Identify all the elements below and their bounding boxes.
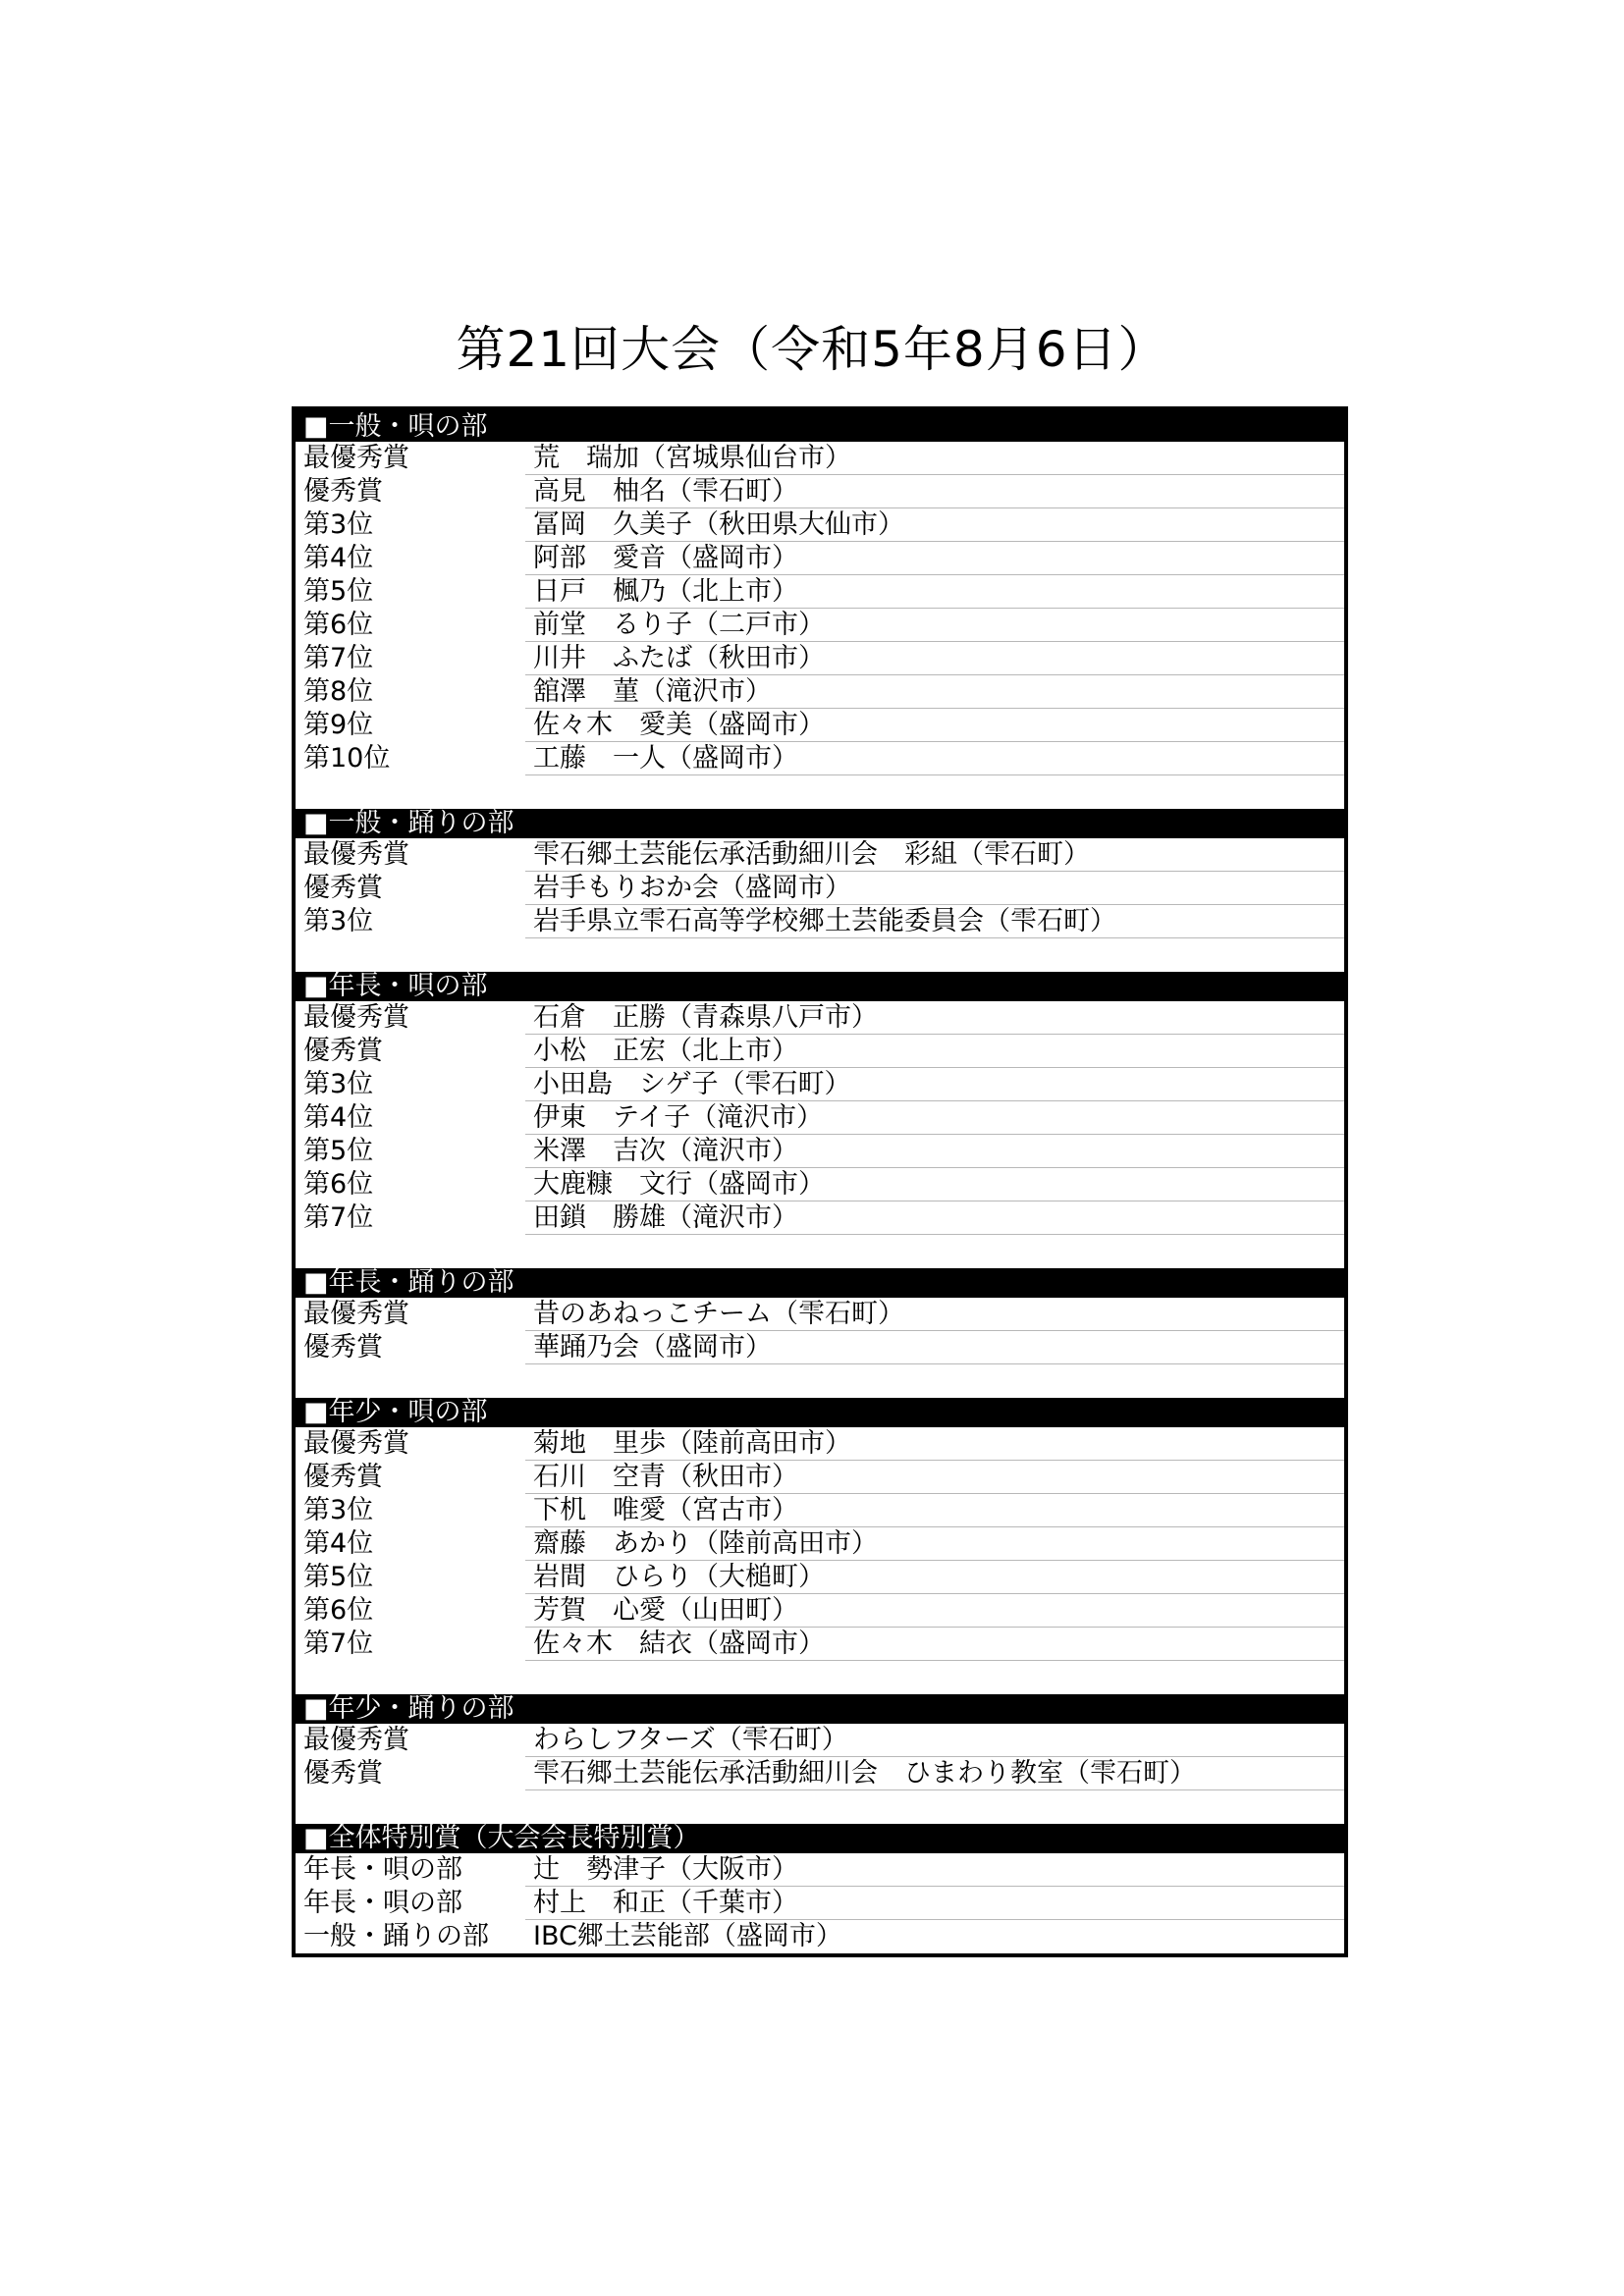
winner-name: 工藤 一人（盛岡市） [525, 742, 1344, 775]
table-row [296, 872, 1344, 905]
winner-name: 荒 瑞加（宮城県仙台市） [525, 442, 1344, 475]
winner-name: 小田島 シゲ子（雫石町） [525, 1068, 1344, 1101]
section-heading: ■年少・唄の部 [296, 1398, 1344, 1427]
winner-name: 岩間 ひらり（大槌町） [525, 1561, 1344, 1594]
award-rank: 第7位 [303, 1629, 374, 1659]
award-rank: 最優秀賞 [303, 1299, 409, 1329]
award-section [296, 809, 1344, 972]
table-row [296, 1527, 1344, 1561]
table-row [296, 475, 1344, 508]
section-heading: ■一般・唄の部 [296, 412, 1344, 442]
award-rank: 第6位 [303, 610, 374, 640]
award-section [296, 1398, 1344, 1694]
award-rank: 第8位 [303, 676, 374, 707]
award-rank: 優秀賞 [303, 1758, 383, 1789]
award-rank: 第9位 [303, 710, 374, 740]
section-spacer [296, 1790, 1344, 1824]
table-row [296, 1035, 1344, 1068]
award-rank: 年長・唄の部 [303, 1888, 462, 1918]
table-row [296, 1168, 1344, 1201]
winner-name: 昔のあねっこチーム（雫石町） [525, 1298, 1344, 1331]
table-row [296, 1201, 1344, 1235]
award-section [296, 972, 1344, 1268]
table-row [296, 1427, 1344, 1461]
table-row [296, 442, 1344, 475]
award-rank: 第5位 [303, 576, 374, 607]
winner-name: 華踊乃会（盛岡市） [525, 1331, 1344, 1364]
table-row [296, 675, 1344, 709]
section-spacer [296, 938, 1344, 972]
table-row [296, 1920, 1344, 1953]
award-rank: 優秀賞 [303, 873, 383, 903]
table-row [296, 642, 1344, 675]
winner-name: 阿部 愛音（盛岡市） [525, 542, 1344, 575]
page-title: 第21回大会（令和5年8月6日） [456, 321, 1168, 378]
winner-name: 菊地 里歩（陸前高田市） [525, 1427, 1344, 1461]
section-spacer [296, 1661, 1344, 1694]
table-row [296, 1298, 1344, 1331]
award-section [296, 1694, 1344, 1824]
table-row [296, 742, 1344, 775]
table-row [296, 1853, 1344, 1887]
winner-name: 岩手県立雫石高等学校郷土芸能委員会（雫石町） [525, 905, 1344, 938]
award-rank: 第5位 [303, 1136, 374, 1166]
winner-name: 田鎖 勝雄（滝沢市） [525, 1201, 1344, 1235]
table-row [296, 1331, 1344, 1364]
award-rank: 優秀賞 [303, 1036, 383, 1066]
table-row [296, 1594, 1344, 1628]
award-rank: 第4位 [303, 1528, 374, 1559]
award-rank: 第4位 [303, 1102, 374, 1133]
award-section [296, 1824, 1344, 1953]
winner-name: 川井 ふたば（秋田市） [525, 642, 1344, 675]
award-rank: 第3位 [303, 1495, 374, 1525]
table-row [296, 1628, 1344, 1661]
winner-name: 日戸 楓乃（北上市） [525, 575, 1344, 609]
winner-name: 齋藤 あかり（陸前高田市） [525, 1527, 1344, 1561]
table-row [296, 508, 1344, 542]
table-row [296, 1001, 1344, 1035]
winner-name: 石川 空青（秋田市） [525, 1461, 1344, 1494]
award-rank: 一般・踊りの部 [303, 1921, 489, 1951]
award-rank: 優秀賞 [303, 1332, 383, 1362]
award-rank: 第3位 [303, 906, 374, 936]
section-heading: ■一般・踊りの部 [296, 809, 1344, 838]
table-row [296, 1757, 1344, 1790]
table-row [296, 575, 1344, 609]
winner-name: 舘澤 菫（滝沢市） [525, 675, 1344, 709]
winner-name: 雫石郷土芸能伝承活動細川会 彩組（雫石町） [525, 838, 1344, 872]
winner-name: 辻 勢津子（大阪市） [525, 1853, 1344, 1887]
award-rank: 年長・唄の部 [303, 1854, 462, 1885]
award-rank: 第3位 [303, 1069, 374, 1099]
winner-name: 芳賀 心愛（山田町） [525, 1594, 1344, 1628]
winner-name: 冨岡 久美子（秋田県大仙市） [525, 508, 1344, 542]
table-row [296, 905, 1344, 938]
winner-name: IBC郷土芸能部（盛岡市） [533, 1921, 842, 1951]
award-rank: 第10位 [303, 743, 391, 774]
award-rank: 第6位 [303, 1169, 374, 1200]
table-row [296, 1101, 1344, 1135]
winner-name: 小松 正宏（北上市） [525, 1035, 1344, 1068]
winner-name: 下机 唯愛（宮古市） [525, 1494, 1344, 1527]
winner-name: 伊東 テイ子（滝沢市） [525, 1101, 1344, 1135]
winner-name: 高見 柚名（雫石町） [525, 475, 1344, 508]
table-row [296, 1461, 1344, 1494]
table-row [296, 1494, 1344, 1527]
section-heading: ■年長・踊りの部 [296, 1268, 1344, 1298]
award-rank: 優秀賞 [303, 1462, 383, 1492]
winner-name: 佐々木 結衣（盛岡市） [525, 1628, 1344, 1661]
table-row [296, 609, 1344, 642]
winner-name: 大鹿糠 文行（盛岡市） [525, 1168, 1344, 1201]
award-rank: 最優秀賞 [303, 839, 409, 870]
award-rank: 第5位 [303, 1562, 374, 1592]
table-row [296, 1724, 1344, 1757]
table-row [296, 542, 1344, 575]
award-rank: 第3位 [303, 509, 374, 540]
winner-name: 米澤 吉次（滝沢市） [525, 1135, 1344, 1168]
award-rank: 優秀賞 [303, 476, 383, 507]
table-row [296, 1068, 1344, 1101]
award-rank: 第4位 [303, 543, 374, 573]
award-rank: 最優秀賞 [303, 443, 409, 473]
award-rank: 最優秀賞 [303, 1002, 409, 1033]
winner-name: わらしフターズ（雫石町） [525, 1724, 1344, 1757]
table-row [296, 838, 1344, 872]
section-heading: ■全体特別賞（大会会長特別賞） [296, 1824, 1344, 1853]
table-row [296, 709, 1344, 742]
section-heading: ■年長・唄の部 [296, 972, 1344, 1001]
winner-name: 雫石郷土芸能伝承活動細川会 ひまわり教室（雫石町） [525, 1757, 1344, 1790]
winner-name: 岩手もりおか会（盛岡市） [525, 872, 1344, 905]
winner-name: 石倉 正勝（青森県八戸市） [525, 1001, 1344, 1035]
award-rank: 第7位 [303, 643, 374, 673]
award-section [296, 1268, 1344, 1398]
table-row [296, 1135, 1344, 1168]
section-spacer [296, 775, 1344, 809]
award-section [296, 412, 1344, 809]
award-rank: 最優秀賞 [303, 1428, 409, 1459]
winner-name: 前堂 るり子（二戸市） [525, 609, 1344, 642]
table-row [296, 1561, 1344, 1594]
award-rank: 第6位 [303, 1595, 374, 1626]
winner-name: 佐々木 愛美（盛岡市） [525, 709, 1344, 742]
section-spacer [296, 1364, 1344, 1398]
award-rank: 第7位 [303, 1202, 374, 1233]
results-table [292, 406, 1348, 1957]
section-heading: ■年少・踊りの部 [296, 1694, 1344, 1724]
award-rank: 最優秀賞 [303, 1725, 409, 1755]
section-spacer [296, 1235, 1344, 1268]
winner-name: 村上 和正（千葉市） [525, 1887, 1344, 1920]
table-row [296, 1887, 1344, 1920]
